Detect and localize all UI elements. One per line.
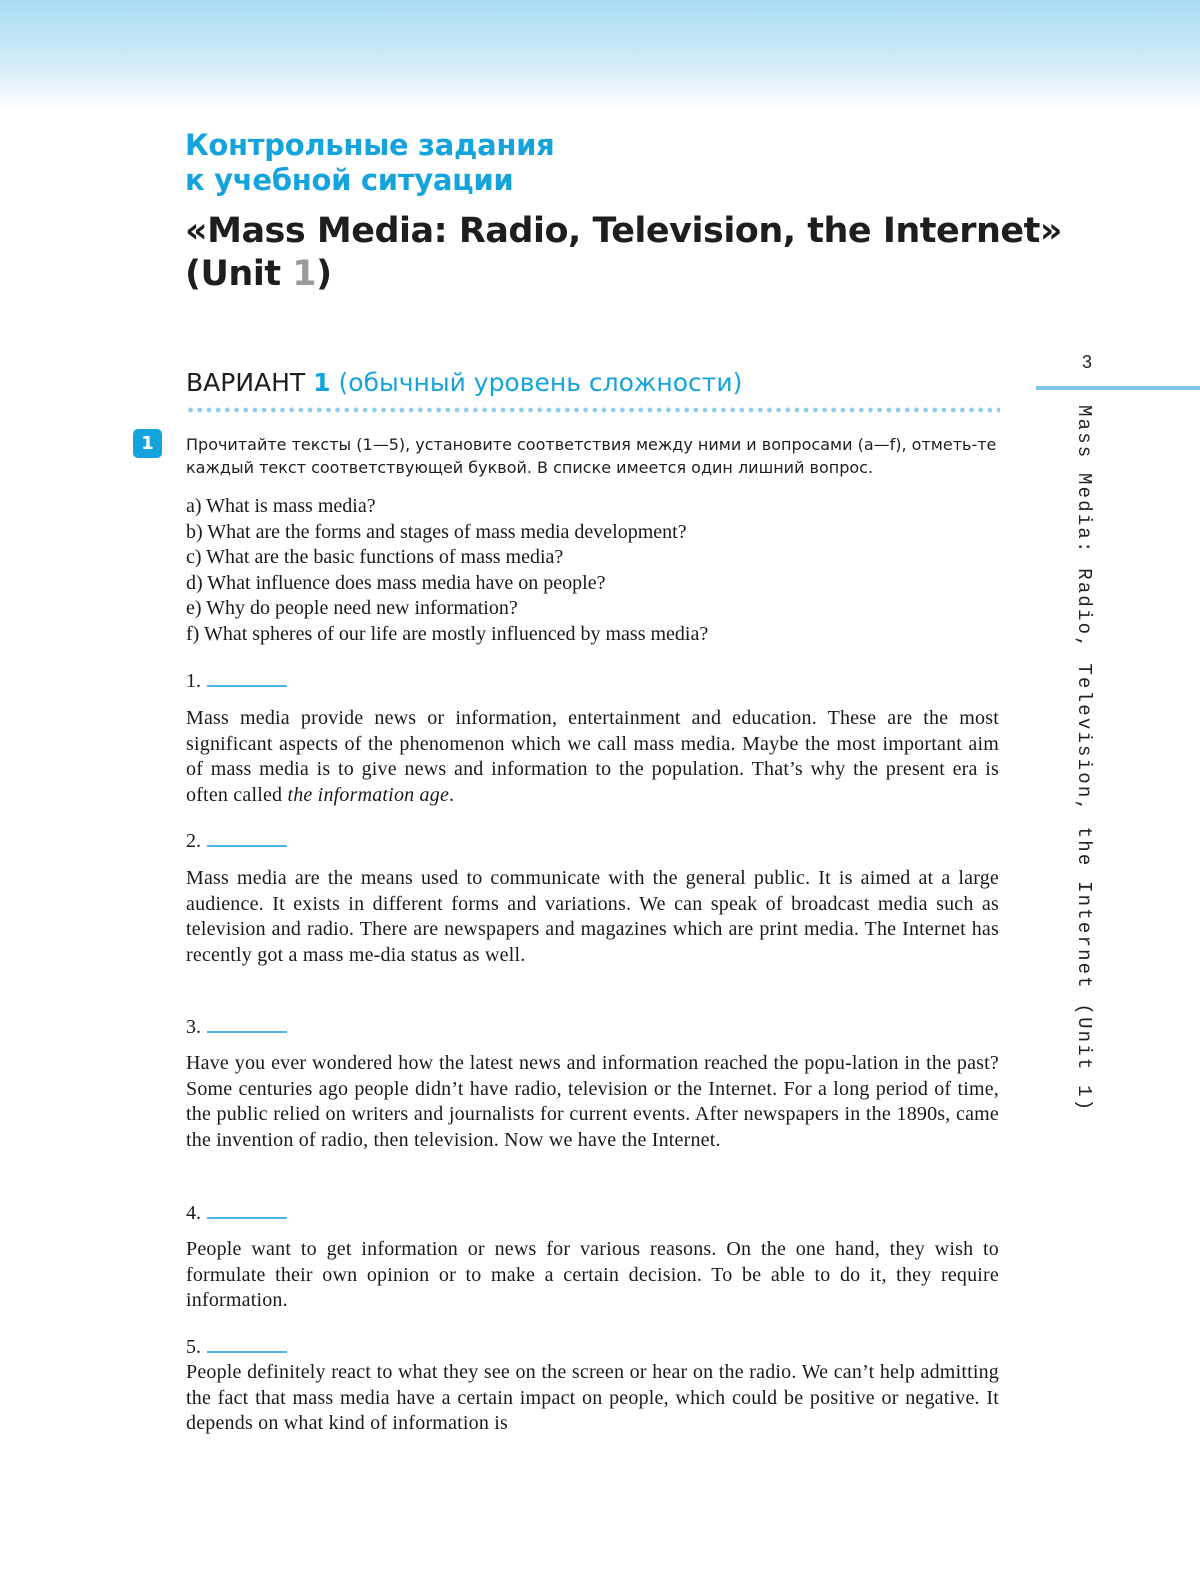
section-title-en bbox=[185, 210, 1062, 296]
unit-number: 1 bbox=[292, 254, 317, 294]
dotted-divider bbox=[186, 407, 1000, 413]
variant-level: (обычный уровень сложности) bbox=[338, 368, 743, 397]
text-number-label: 5. bbox=[186, 1336, 201, 1358]
running-side-title: Mass Media: Radio, Television, the Internet (Unit 1) bbox=[1073, 405, 1095, 1113]
text-4-number bbox=[186, 1196, 287, 1226]
variant-number: 1 bbox=[313, 368, 331, 397]
question-item: d) What influence does mass media have on people? bbox=[186, 571, 606, 594]
question-item: b) What are the forms and stages of mass media development? bbox=[186, 520, 687, 543]
text-1-italic: the information age bbox=[287, 783, 450, 806]
side-rule bbox=[1036, 386, 1200, 390]
text-number-label: 2. bbox=[186, 830, 201, 852]
questions-list bbox=[186, 494, 708, 647]
text-3-paragraph: Have you ever wondered how the latest news and information reached the popu-lation in the past? Some centuries ago people didn’t have radio, television or the Internet. For a long period of time, the public relied on writers and journalists for current events. After newspapers in the 1890s, came the invention of radio, then television. Now we have the Internet. bbox=[186, 1052, 999, 1151]
text-2-number bbox=[186, 824, 287, 854]
text-3-number bbox=[186, 1010, 287, 1040]
text-4-paragraph: People want to get information or news for various reasons. On the one hand, they wish to formulate their own opinion or to make a certain decision. To be able to do it, they require information. bbox=[186, 1238, 999, 1311]
text-1-paragraph bbox=[186, 706, 999, 808]
section-title-ru-line2: к учебной ситуации bbox=[185, 163, 514, 197]
answer-blank-5[interactable] bbox=[207, 1330, 287, 1353]
task-number-badge: 1 bbox=[133, 429, 162, 458]
answer-blank-3[interactable] bbox=[207, 1010, 287, 1033]
text-number-label: 4. bbox=[186, 1202, 201, 1224]
variant-heading bbox=[186, 368, 742, 397]
section-title-en-line1: «Mass Media: Radio, Television, the Internet» bbox=[185, 211, 1062, 251]
unit-close: ) bbox=[316, 254, 332, 294]
section-title-ru bbox=[185, 128, 554, 198]
text-1-number bbox=[186, 664, 287, 694]
question-item: f) What spheres of our life are mostly influenced by mass media? bbox=[186, 622, 709, 645]
text-2-paragraph: Mass media are the means used to communicate with the general public. It is aimed at a large audience. It exists in different forms and variations. We can speak of broadcast media such as television and radio. There are newspapers and magazines which are print media. The Internet has recently got a mass me-dia status as well. bbox=[186, 867, 999, 966]
text-number-label: 1. bbox=[186, 670, 201, 692]
question-item: a) What is mass media? bbox=[186, 495, 376, 517]
section-title-ru-line1: Контрольные задания bbox=[185, 128, 555, 162]
unit-open: (Unit bbox=[185, 254, 293, 294]
question-item: e) Why do people need new information? bbox=[186, 597, 518, 619]
answer-blank-1[interactable] bbox=[207, 664, 287, 687]
text-1-tail: . bbox=[449, 783, 455, 806]
variant-label: ВАРИАНТ bbox=[186, 368, 306, 397]
text-5-number bbox=[186, 1330, 287, 1360]
answer-blank-2[interactable] bbox=[207, 824, 287, 847]
question-item: c) What are the basic functions of mass media? bbox=[186, 546, 564, 568]
top-color-band bbox=[0, 0, 1200, 110]
task-instructions: Прочитайте тексты (1—5), установите соответствия между ними и вопросами (a—f), отметь-те каждый текст соответствующей буквой. В списке имеется один лишний вопрос. bbox=[186, 435, 997, 477]
text-1-body: Mass media provide news or information, entertainment and education. These are the most significant aspects of the phenomenon which we call mass media. Maybe the most important aim of mass media is to give news and information to the population. That’s why the present era is often called bbox=[186, 707, 999, 806]
answer-blank-4[interactable] bbox=[207, 1196, 287, 1219]
page-number: 3 bbox=[1082, 352, 1093, 372]
text-5-paragraph: People definitely react to what they see on the screen or hear on the radio. We can’t help admitting the fact that mass media have a certain impact on people, which could be positive or negative. It depends on what kind of information is bbox=[186, 1361, 999, 1434]
text-number-label: 3. bbox=[186, 1016, 201, 1038]
